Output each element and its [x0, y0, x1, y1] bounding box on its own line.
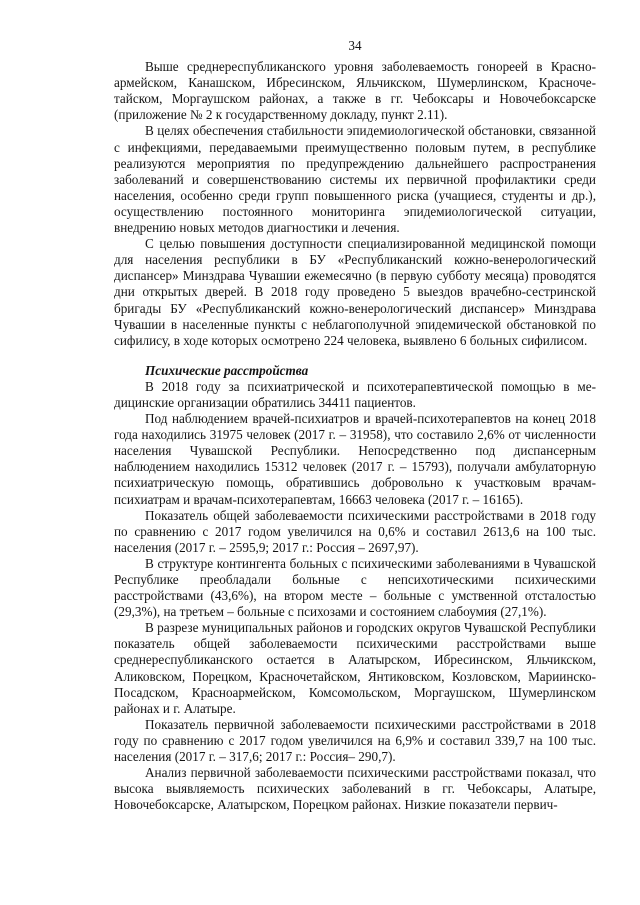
- paragraph-gonorrhea-regions: Выше среднереспубликанского уровня заболеваемость гонореей в Красноармейском, Канашском, Ибресинском, Яльчикском, Шумерлинском, Красночетайском, Моргаушском районах, а также в гг. Чебоксары и Новочебоксарске (приложение № 2 к государственному докладу, пункт 2.11).: [114, 59, 596, 123]
- paragraph-general-morbidity: Показатель общей заболеваемости психическими расстройствами в 2018 году по сравнению с 2017 годом увеличился на 0,6% и составил 2613,6 на 100 тыс. населения (2017 г. – 2595,9; 2017 г.: Россия – 2697,97).: [114, 507, 596, 555]
- paragraph-primary-analysis: Анализ первичной заболеваемости психическими расстройствами показал, что высока выявляемость психических заболеваний в гг. Чебоксары, Алатыре, Новочебоксарске, Алатырском, Порецком районах. Низкие показатели первич-: [114, 765, 596, 813]
- paragraph-structure: В структуре контингента больных с психическими заболеваниями в Чувашской Республике преобладали больные с непсихотическими психическими расстройствами (43,6%), на втором месте – больные с умственной отсталостью (29,3%), на третьем – больные с психозами и состоянием слабоумия (27,1%).: [114, 555, 596, 620]
- paragraph-open-doors: С целью повышения доступности специализированной медицинской помощи для населения республики в БУ «Республиканский кожно-венерологический диспансер» Минздрава Чувашии ежемесячно (в первую субботу месяца) проводятся дни открытых дверей. В 2018 году проведено 5 выездов врачебно-сестринской бригады БУ «Республиканский кожно-венерологический диспансер» Минздрава Чувашии в населенные пункты с неблагополучной эпидемической обстановкой по сифилису, в ходе которых осмотрено 224 человека, выявлено 6 больных сифилисом.: [114, 236, 596, 348]
- paragraph-sti-prevention: В целях обеспечения стабильности эпидемиологической обстановки, связанной с инфекциями, передаваемыми преимущественно половым путем, в республике реализуются мероприятия по предупреждению дальнейшего распространения заболеваний и совершенствованию системы их первичной профилактики среди населения, особенно среди групп повышенного риска (учащиеся, студенты и др.), осуществлению постоянного мониторинга эпидемиологической ситуации, внедрению новых методов диагностики и лечения.: [114, 123, 596, 236]
- paragraph-observation: Под наблюдением врачей-психиатров и врачей-психотерапевтов на конец 2018 года находились 31975 человек (2017 г. – 31958), что составило 2,6% от численности населения Чувашской Республики. Непосредственно под диспансерным наблюдением находились 15312 человек (2017 г. – 15793), получали амбулаторную психиатрическую помощь, обратившись добровольно к участковым врачам-психиатрам и врачам-психотерапевтам, 16663 человека (2017 г. – 16165).: [114, 411, 596, 507]
- section-heading-mental-disorders: Психические расстройства: [145, 362, 309, 378]
- page-number: 34: [348, 38, 362, 53]
- paragraph-psychiatric-patients: В 2018 году за психиатрической и психотерапевтической помощью в медицинские организации обратились 34411 пациентов.: [114, 378, 596, 410]
- document-page: [114, 38, 596, 813]
- paragraph-primary-morbidity: Показатель первичной заболеваемости психическими расстройствами в 2018 году по сравнению с 2017 годом увеличился на 6,9% и составил 339,7 на 100 тыс. населения (2017 г. – 317,6; 2017 г.: Россия– 290,7).: [114, 716, 596, 765]
- paragraph-municipal-districts: В разрезе муниципальных районов и городских округов Чувашской Республики показатель общей заболеваемости психическими расстройствами выше среднереспубликанского остается в Алатырском, Ибресинском, Яльчикском, Аликовском, Порецком, Красночетайском, Янтиковском, Козловском, Мариинско-Посадском, Красноармейском, Комсомольском, Моргаушском, Шумерлинском районах и г. Алатыре.: [114, 620, 596, 716]
